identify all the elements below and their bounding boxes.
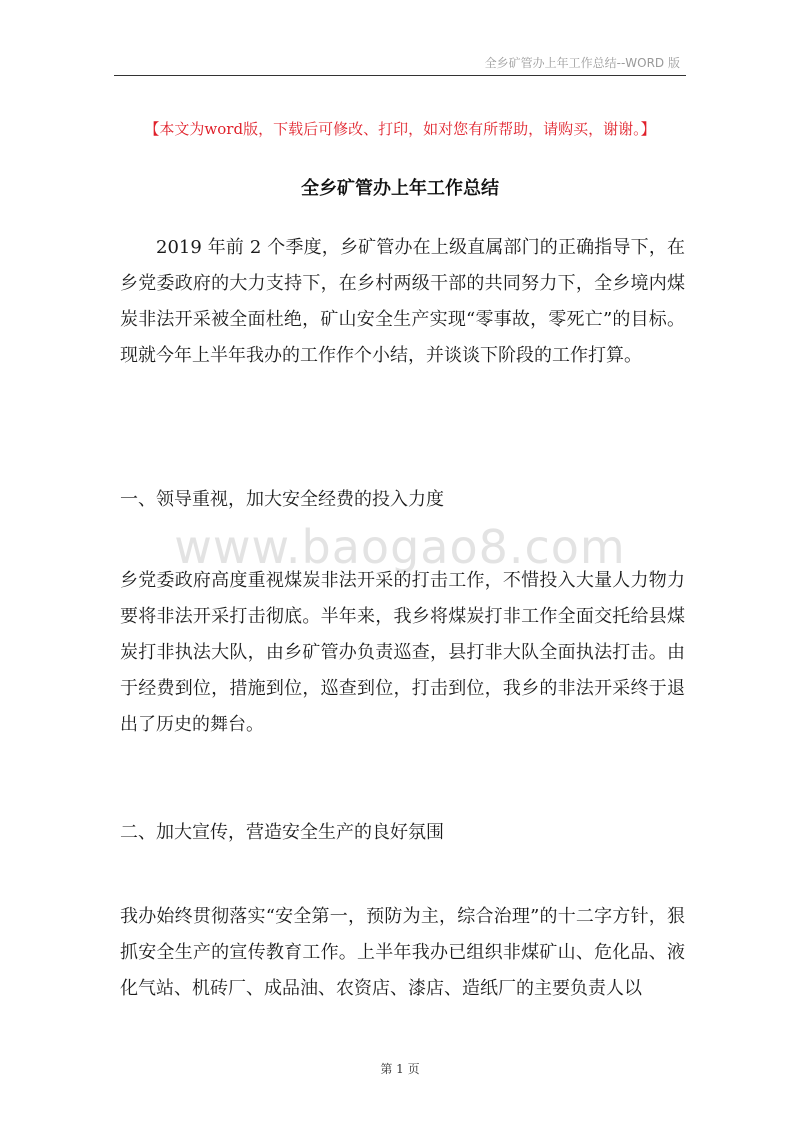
- purchase-notice: 【本文为word版，下载后可修改、打印，如对您有所帮助，请购买，谢谢。】: [144, 120, 656, 138]
- page-number: 第 1 页: [380, 1062, 420, 1076]
- section-2-body: 我办始终贯彻落实“安全第一，预防为主，综合治理”的十二字方针，狠抓安全生产的宣传教育工作。上半年我办已组织非煤矿山、危化品、液化气站、机砖厂、成品油、农资店、漆店、造纸厂的主要负责人以: [120, 906, 685, 999]
- document-title: 全乡矿管办上年工作总结: [301, 178, 499, 199]
- site-watermark: www.baogao8.com: [174, 520, 626, 574]
- section-1-body: 乡党委政府高度重视煤炭非法开采的打击工作，不惜投入大量人力物力要将非法开采打击彻底。半年来，我乡将煤炭打非工作全面交托给县煤炭打非执法大队，由乡矿管办负责巡查，县打非大队全面执法打击。由于经费到位，措施到位，巡查到位，打击到位，我乡的非法开采终于退出了历史的舞台。: [120, 570, 685, 735]
- section-1-heading: 一、领导重视，加大安全经费的投入力度: [120, 489, 444, 510]
- intro-paragraph: 2019 年前 2 个季度，乡矿管办在上级直属部门的正确指导下，在乡党委政府的大力支持下，在乡村两级干部的共同努力下，全乡境内煤炭非法开采被全面杜绝，矿山安全生产实现“零事故，零死亡”的目标。现就今年上半年我办的工作作个小结，并谈谈下阶段的工作打算。: [120, 237, 685, 366]
- header-divider: [114, 75, 686, 76]
- section-2-heading: 二、加大宣传，营造安全生产的良好氛围: [120, 822, 444, 843]
- running-header: 全乡矿管办上年工作总结--WORD 版: [484, 56, 680, 70]
